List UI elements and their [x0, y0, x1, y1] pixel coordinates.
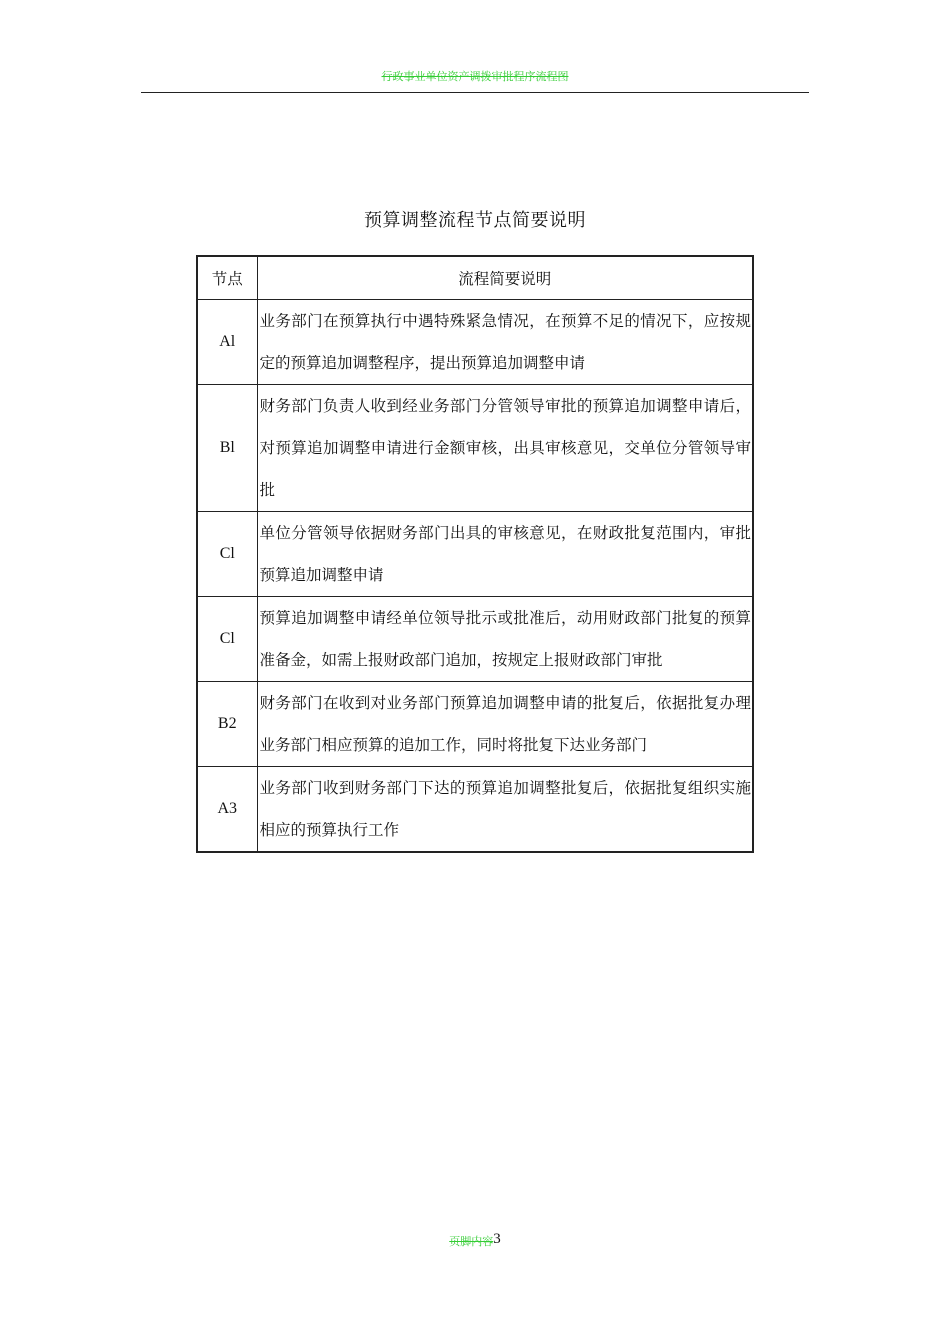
node-id-cell: Al	[197, 300, 257, 385]
table-row	[197, 512, 753, 597]
table-row	[197, 767, 753, 853]
header-divider	[141, 92, 809, 93]
node-id-cell: B2	[197, 682, 257, 767]
node-id-cell: Bl	[197, 385, 257, 512]
footer-label: 页脚内容	[449, 1235, 494, 1248]
column-header-node: 节点	[197, 256, 257, 300]
node-id-cell: Cl	[197, 512, 257, 597]
process-node-table	[196, 255, 754, 853]
description-cell: 财务部门负责人收到经业务部门分管领导审批的预算追加调整申请后，对预算追加调整申请进行金额审核，出具审核意见，交单位分管领导审批	[257, 385, 753, 512]
table-row	[197, 682, 753, 767]
description-cell: 财务部门在收到对业务部门预算追加调整申请的批复后，依据批复办理业务部门相应预算的追加工作，同时将批复下达业务部门	[257, 682, 753, 767]
description-cell: 业务部门收到财务部门下达的预算追加调整批复后，依据批复组织实施相应的预算执行工作	[257, 767, 753, 853]
running-title: 行政事业单位资产调拨审批程序流程图	[381, 70, 569, 83]
description-cell: 业务部门在预算执行中遇特殊紧急情况，在预算不足的情况下，应按规定的预算追加调整程序，提出预算追加调整申请	[257, 300, 753, 385]
description-cell: 单位分管领导依据财务部门出具的审核意见，在财政批复范围内，审批预算追加调整申请	[257, 512, 753, 597]
node-id-cell: A3	[197, 767, 257, 853]
table-row	[197, 385, 753, 512]
table-row	[197, 300, 753, 385]
page-header	[0, 70, 950, 84]
document-title: 预算调整流程节点简要说明	[364, 210, 586, 231]
page-footer	[0, 1230, 950, 1250]
node-id-cell: Cl	[197, 597, 257, 682]
table-header-row	[197, 256, 753, 300]
column-header-description: 流程简要说明	[257, 256, 753, 300]
description-cell: 预算追加调整申请经单位领导批示或批准后，动用财政部门批复的预算准备金，如需上报财政部门追加，按规定上报财政部门审批	[257, 597, 753, 682]
table-row	[197, 597, 753, 682]
page-number: 3	[493, 1231, 501, 1247]
